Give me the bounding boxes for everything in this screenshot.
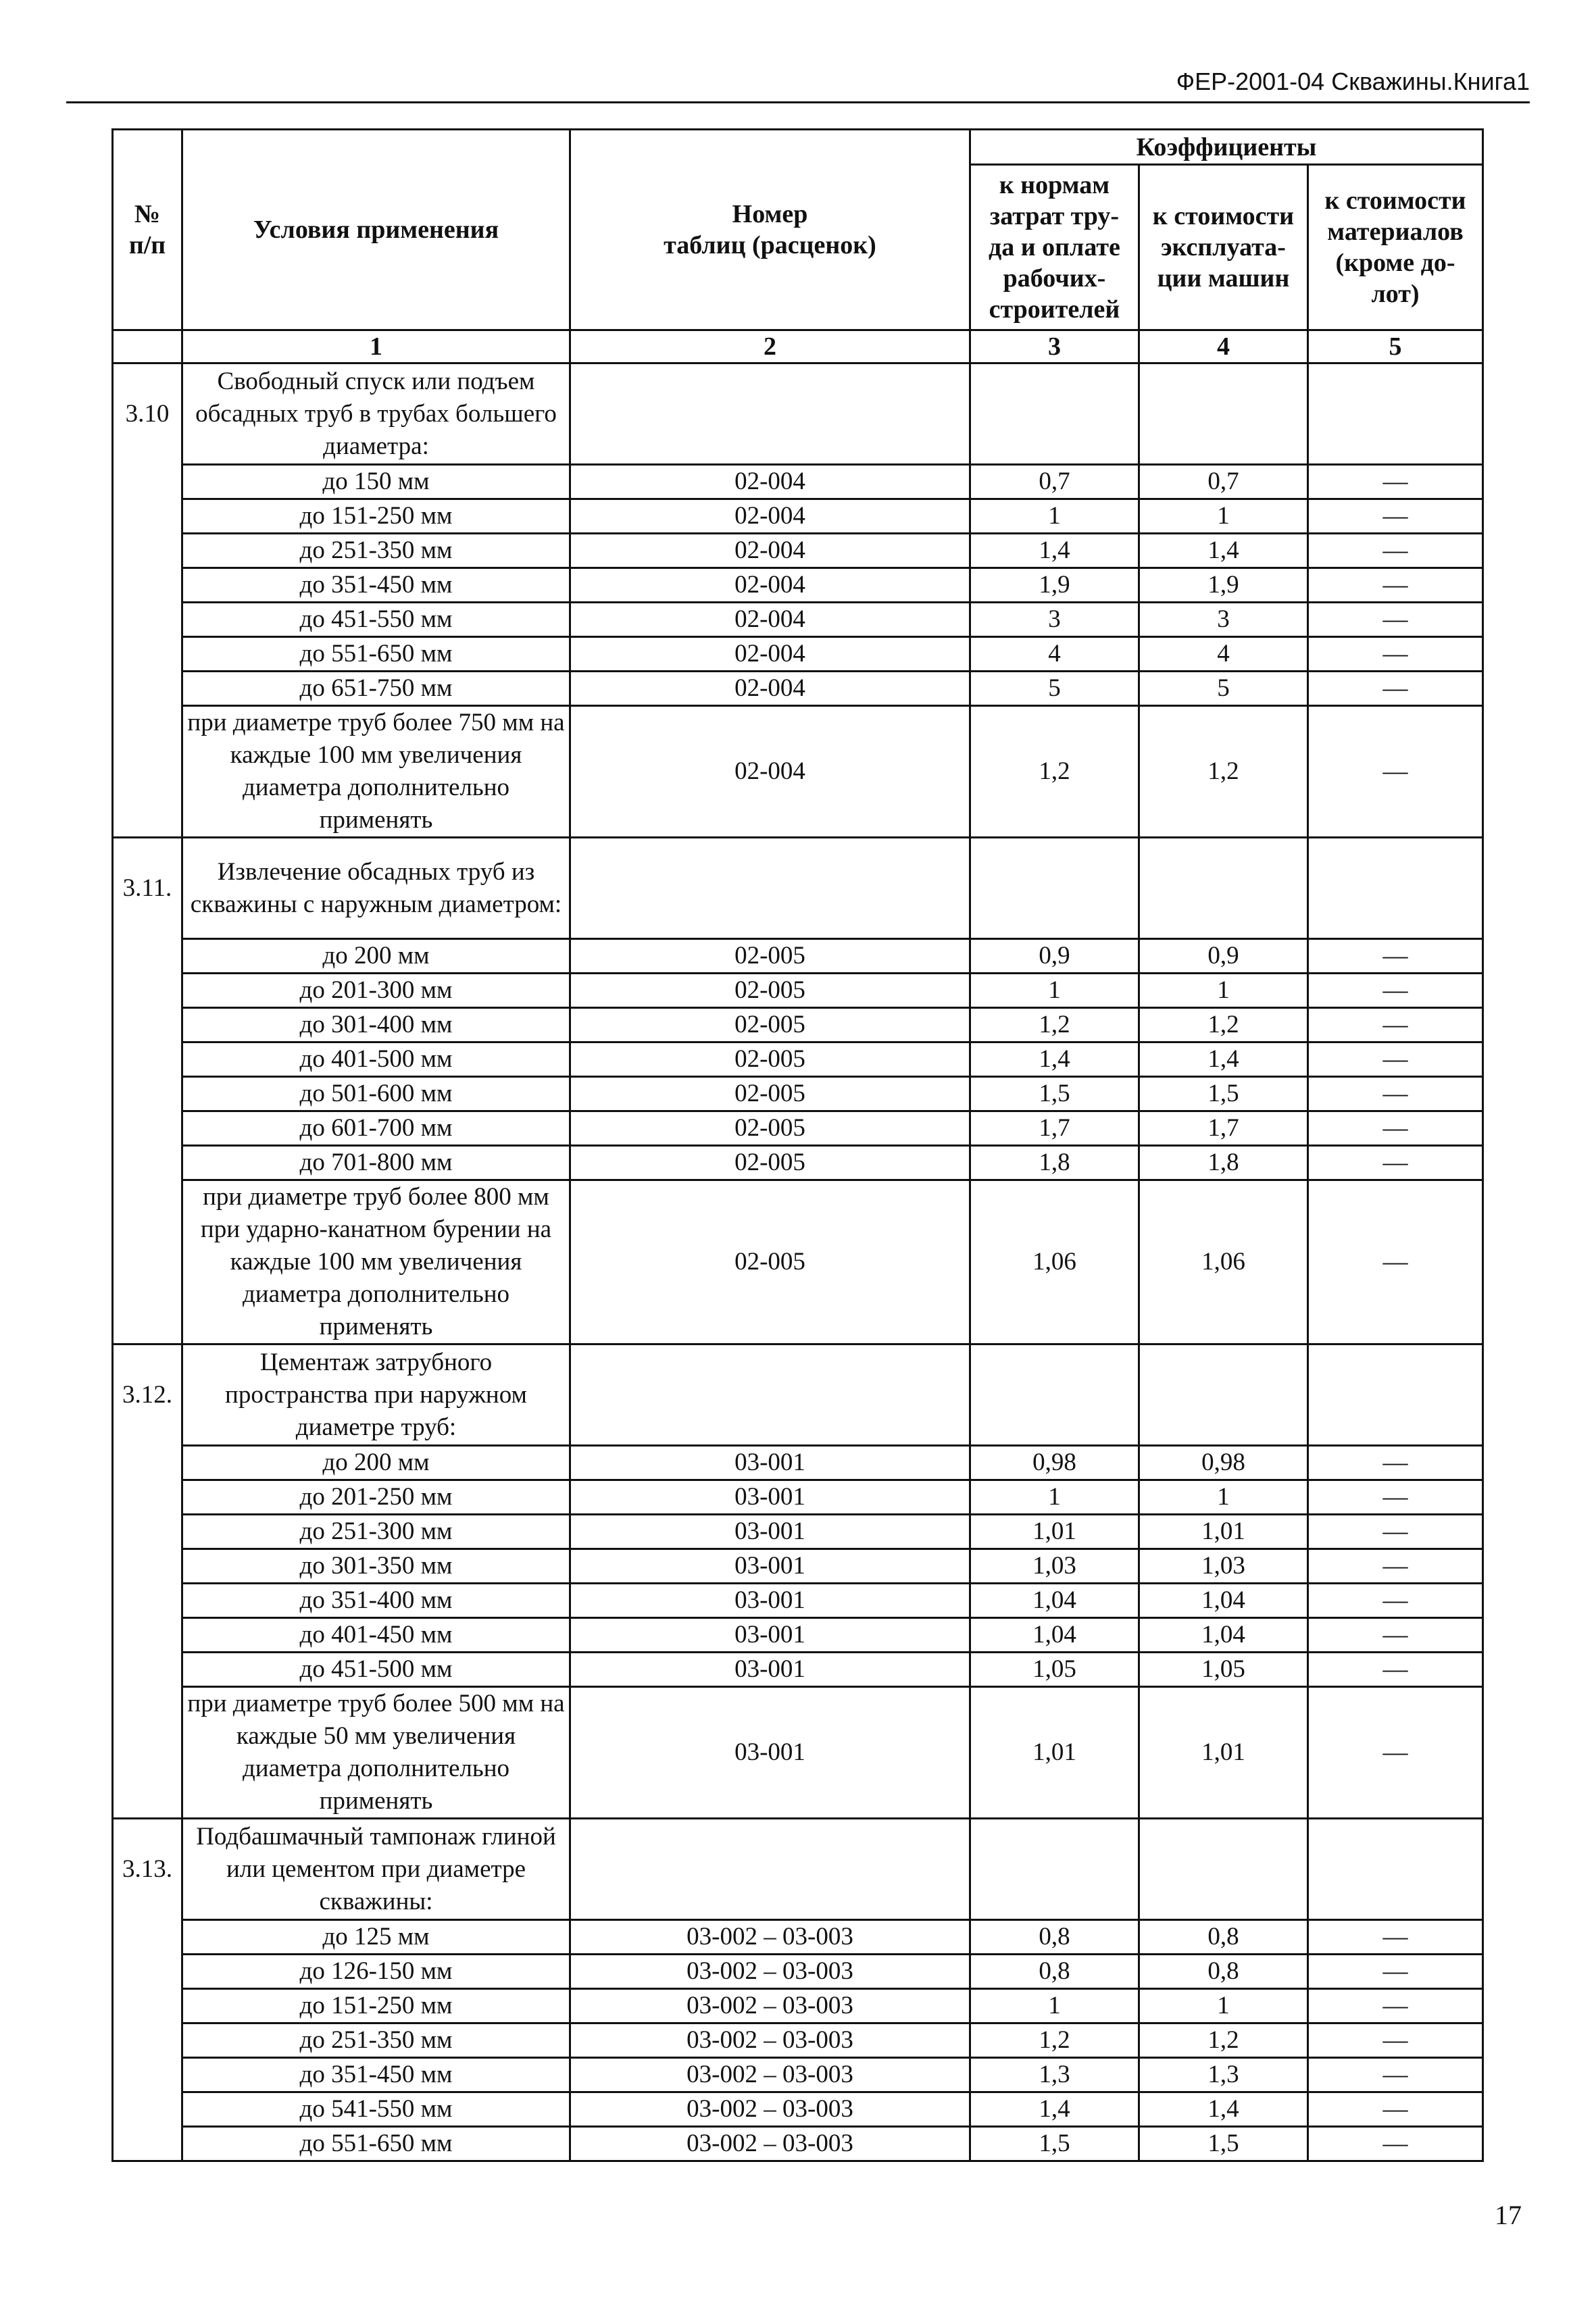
col-conditions-header: Условия применения (182, 130, 570, 330)
table-row (113, 974, 1483, 1008)
column-index-row (113, 330, 1483, 363)
labor-coef-cell: 1,8 (970, 1146, 1139, 1180)
table-row (113, 1042, 1483, 1077)
condition-cell: при диаметре труб более 500 мм на каждые 50 мм увеличения диаметра дополнительно применять (182, 1687, 570, 1819)
materials-coef-cell: — (1308, 2058, 1483, 2092)
section-title: Извлечение обсадных труб из скважины с наружным диаметром: (182, 838, 570, 939)
header-title: ФЕР-2001-04 Скважины.Книга1 (1176, 68, 1530, 95)
table-row (113, 1146, 1483, 1180)
table-number-cell: 02-004 (570, 672, 970, 706)
labor-coef-cell: 1,9 (970, 568, 1139, 603)
table-row (113, 1989, 1483, 2023)
section-title: Свободный спуск или подъем обсадных труб в трубах большего диаметра: (182, 363, 570, 465)
condition-cell: до 151-250 мм (182, 499, 570, 534)
table-row (113, 1515, 1483, 1549)
condition-cell: до 551-650 мм (182, 2127, 570, 2161)
condition-cell: до 151-250 мм (182, 1989, 570, 2023)
table-row (113, 2023, 1483, 2058)
table-number-cell: 02-005 (570, 1008, 970, 1042)
machines-coef-cell: 1,2 (1139, 1008, 1308, 1042)
section-number: 3.11. (113, 838, 182, 1344)
labor-coef-cell: 1 (970, 1989, 1139, 2023)
table-row (113, 2127, 1483, 2161)
machines-coef-cell: 0,9 (1139, 939, 1308, 974)
table-row (113, 1618, 1483, 1653)
table-number-cell: 03-001 (570, 1653, 970, 1687)
machines-coef-cell: 1,4 (1139, 1042, 1308, 1077)
materials-coef-cell: — (1308, 2023, 1483, 2058)
labor-coef-cell: 1,2 (970, 1008, 1139, 1042)
section-number: 3.10 (113, 363, 182, 838)
materials-coef-cell: — (1308, 1687, 1483, 1819)
table-number-cell: 02-005 (570, 1180, 970, 1344)
condition-cell: до 126-150 мм (182, 1955, 570, 1989)
labor-coef-cell: 1 (970, 974, 1139, 1008)
labor-coef-cell: 1,03 (970, 1549, 1139, 1584)
table-number-cell: 03-002 – 03-003 (570, 1955, 970, 1989)
machines-coef-cell: 1,01 (1139, 1687, 1308, 1819)
col-coefficients-header: Коэффициенты (970, 130, 1483, 165)
materials-coef-cell: — (1308, 1480, 1483, 1515)
materials-coef-cell: — (1308, 1618, 1483, 1653)
labor-coef-cell: 1 (970, 1480, 1139, 1515)
materials-coef-cell: — (1308, 1111, 1483, 1146)
materials-coef-cell: — (1308, 974, 1483, 1008)
labor-coef-cell: 1,04 (970, 1584, 1139, 1618)
table-number-cell: 03-002 – 03-003 (570, 2092, 970, 2127)
condition-cell: до 351-450 мм (182, 2058, 570, 2092)
table-row (113, 1955, 1483, 1989)
empty-cell (970, 1344, 1139, 1446)
table-number-cell: 03-002 – 03-003 (570, 2127, 970, 2161)
machines-coef-cell: 1,7 (1139, 1111, 1308, 1146)
table-number-cell: 03-001 (570, 1549, 970, 1584)
table-row (113, 534, 1483, 568)
empty-cell (1308, 1819, 1483, 1920)
table-row (113, 1008, 1483, 1042)
machines-coef-cell: 1 (1139, 1989, 1308, 2023)
labor-coef-cell: 0,9 (970, 939, 1139, 974)
materials-coef-cell: — (1308, 603, 1483, 637)
condition-cell: до 351-400 мм (182, 1584, 570, 1618)
machines-coef-cell: 1,8 (1139, 1146, 1308, 1180)
table-row (113, 1446, 1483, 1480)
condition-cell: до 451-550 мм (182, 603, 570, 637)
materials-coef-cell: — (1308, 1077, 1483, 1111)
col-table-header: Номер таблиц (расценок) (570, 130, 970, 330)
materials-coef-cell: — (1308, 939, 1483, 974)
table-number-cell: 03-001 (570, 1687, 970, 1819)
condition-cell: до 401-450 мм (182, 1618, 570, 1653)
labor-coef-cell: 1,2 (970, 2023, 1139, 2058)
machines-coef-cell: 1,4 (1139, 2092, 1308, 2127)
labor-coef-cell: 0,7 (970, 465, 1139, 499)
table-row (113, 1920, 1483, 1955)
labor-coef-cell: 1,01 (970, 1687, 1139, 1819)
table-number-cell: 03-001 (570, 1480, 970, 1515)
col-no-header: № п/п (113, 130, 182, 330)
table-row (113, 1480, 1483, 1515)
empty-cell (1139, 1344, 1308, 1446)
empty-cell (1139, 838, 1308, 939)
machines-coef-cell: 0,8 (1139, 1955, 1308, 1989)
materials-coef-cell: — (1308, 1146, 1483, 1180)
labor-coef-cell: 0,98 (970, 1446, 1139, 1480)
table-number-cell: 02-005 (570, 1111, 970, 1146)
empty-cell (1308, 1344, 1483, 1446)
empty-cell (570, 1819, 970, 1920)
condition-cell: до 501-600 мм (182, 1077, 570, 1111)
machines-coef-cell: 0,7 (1139, 465, 1308, 499)
condition-cell: до 701-800 мм (182, 1146, 570, 1180)
section-title-row (113, 363, 1483, 465)
materials-coef-cell: — (1308, 1584, 1483, 1618)
section-title: Цементаж затрубного пространства при наружном диаметре труб: (182, 1344, 570, 1446)
condition-cell: до 251-300 мм (182, 1515, 570, 1549)
col-index-1: 1 (182, 330, 570, 363)
materials-coef-cell: — (1308, 1515, 1483, 1549)
materials-coef-cell: — (1308, 1549, 1483, 1584)
table-row (113, 568, 1483, 603)
col-labor-header: к нормам затрат тру- да и оплате рабочих- строителей (970, 165, 1139, 330)
col-index-3: 3 (970, 330, 1139, 363)
condition-cell: до 401-500 мм (182, 1042, 570, 1077)
labor-coef-cell: 1,04 (970, 1618, 1139, 1653)
table-row (113, 939, 1483, 974)
materials-coef-cell: — (1308, 465, 1483, 499)
col-index-blank (113, 330, 182, 363)
table-number-cell: 02-004 (570, 465, 970, 499)
empty-cell (570, 838, 970, 939)
machines-coef-cell: 1,04 (1139, 1618, 1308, 1653)
materials-coef-cell: — (1308, 568, 1483, 603)
table-row (113, 1549, 1483, 1584)
machines-coef-cell: 1,04 (1139, 1584, 1308, 1618)
table-row (113, 1687, 1483, 1819)
table-row (113, 672, 1483, 706)
materials-coef-cell: — (1308, 672, 1483, 706)
table-number-cell: 02-004 (570, 603, 970, 637)
table-row (113, 2092, 1483, 2127)
table-number-cell: 03-002 – 03-003 (570, 1989, 970, 2023)
table-number-cell: 02-004 (570, 534, 970, 568)
labor-coef-cell: 5 (970, 672, 1139, 706)
materials-coef-cell: — (1308, 1180, 1483, 1344)
condition-cell: до 301-350 мм (182, 1549, 570, 1584)
materials-coef-cell: — (1308, 706, 1483, 838)
labor-coef-cell: 1,5 (970, 1077, 1139, 1111)
condition-cell: до 251-350 мм (182, 2023, 570, 2058)
machines-coef-cell: 1,06 (1139, 1180, 1308, 1344)
table-number-cell: 03-001 (570, 1618, 970, 1653)
machines-coef-cell: 1,03 (1139, 1549, 1308, 1584)
labor-coef-cell: 3 (970, 603, 1139, 637)
empty-cell (570, 363, 970, 465)
table-row (113, 1077, 1483, 1111)
machines-coef-cell: 1,2 (1139, 706, 1308, 838)
machines-coef-cell: 1 (1139, 1480, 1308, 1515)
header-rule (66, 101, 1530, 103)
materials-coef-cell: — (1308, 2092, 1483, 2127)
machines-coef-cell: 1,3 (1139, 2058, 1308, 2092)
section-title-row (113, 838, 1483, 939)
condition-cell: до 651-750 мм (182, 672, 570, 706)
labor-coef-cell: 0,8 (970, 1955, 1139, 1989)
table-row (113, 1653, 1483, 1687)
table-number-cell: 02-005 (570, 1146, 970, 1180)
machines-coef-cell: 1,4 (1139, 534, 1308, 568)
condition-cell: до 601-700 мм (182, 1111, 570, 1146)
labor-coef-cell: 1,01 (970, 1515, 1139, 1549)
condition-cell: до 351-450 мм (182, 568, 570, 603)
labor-coef-cell: 1 (970, 499, 1139, 534)
materials-coef-cell: — (1308, 1653, 1483, 1687)
materials-coef-cell: — (1308, 1920, 1483, 1955)
table-number-cell: 03-001 (570, 1515, 970, 1549)
empty-cell (1308, 363, 1483, 465)
page-number: 17 (1495, 2200, 1522, 2230)
section-title-row (113, 1344, 1483, 1446)
condition-cell: при диаметре труб более 750 мм на каждые 100 мм увеличения диаметра дополнительно применять (182, 706, 570, 838)
materials-coef-cell: — (1308, 1042, 1483, 1077)
materials-coef-cell: — (1308, 534, 1483, 568)
labor-coef-cell: 4 (970, 637, 1139, 672)
col-index-4: 4 (1139, 330, 1308, 363)
table-row (113, 2058, 1483, 2092)
table-number-cell: 03-002 – 03-003 (570, 2058, 970, 2092)
materials-coef-cell: — (1308, 1989, 1483, 2023)
table-row (113, 465, 1483, 499)
table-row (113, 1111, 1483, 1146)
table-row (113, 1584, 1483, 1618)
section-title: Подбашмачный тампонаж глиной или цементом при диаметре скважины: (182, 1819, 570, 1920)
condition-cell: до 201-300 мм (182, 974, 570, 1008)
col-index-5: 5 (1308, 330, 1483, 363)
empty-cell (970, 1819, 1139, 1920)
machines-coef-cell: 0,8 (1139, 1920, 1308, 1955)
materials-coef-cell: — (1308, 637, 1483, 672)
col-index-2: 2 (570, 330, 970, 363)
table-number-cell: 02-004 (570, 499, 970, 534)
machines-coef-cell: 3 (1139, 603, 1308, 637)
table-row (113, 706, 1483, 838)
empty-cell (1308, 838, 1483, 939)
materials-coef-cell: — (1308, 1008, 1483, 1042)
col-materials-header: к стоимости материалов (кроме до- лот) (1308, 165, 1483, 330)
condition-cell: до 251-350 мм (182, 534, 570, 568)
condition-cell: до 301-400 мм (182, 1008, 570, 1042)
section-number: 3.13. (113, 1819, 182, 2161)
empty-cell (1139, 1819, 1308, 1920)
materials-coef-cell: — (1308, 1955, 1483, 1989)
table-number-cell: 02-005 (570, 1077, 970, 1111)
materials-coef-cell: — (1308, 2127, 1483, 2161)
condition-cell: до 150 мм (182, 465, 570, 499)
condition-cell: до 451-500 мм (182, 1653, 570, 1687)
labor-coef-cell: 1,5 (970, 2127, 1139, 2161)
machines-coef-cell: 1 (1139, 499, 1308, 534)
table-number-cell: 02-004 (570, 637, 970, 672)
table-row (113, 603, 1483, 637)
materials-coef-cell: — (1308, 499, 1483, 534)
section-number: 3.12. (113, 1344, 182, 1819)
condition-cell: до 541-550 мм (182, 2092, 570, 2127)
labor-coef-cell: 0,8 (970, 1920, 1139, 1955)
machines-coef-cell: 1,01 (1139, 1515, 1308, 1549)
machines-coef-cell: 1 (1139, 974, 1308, 1008)
table-number-cell: 02-005 (570, 939, 970, 974)
machines-coef-cell: 1,05 (1139, 1653, 1308, 1687)
condition-cell: до 551-650 мм (182, 637, 570, 672)
table-number-cell: 03-001 (570, 1584, 970, 1618)
section-title-row (113, 1819, 1483, 1920)
labor-coef-cell: 1,2 (970, 706, 1139, 838)
labor-coef-cell: 1,4 (970, 2092, 1139, 2127)
condition-cell: до 201-250 мм (182, 1480, 570, 1515)
empty-cell (970, 838, 1139, 939)
machines-coef-cell: 1,9 (1139, 568, 1308, 603)
coefficients-table (111, 128, 1484, 2162)
machines-coef-cell: 1,2 (1139, 2023, 1308, 2058)
empty-cell (570, 1344, 970, 1446)
machines-coef-cell: 1,5 (1139, 1077, 1308, 1111)
condition-cell: до 125 мм (182, 1920, 570, 1955)
empty-cell (1139, 363, 1308, 465)
table-row (113, 499, 1483, 534)
machines-coef-cell: 1,5 (1139, 2127, 1308, 2161)
empty-cell (970, 363, 1139, 465)
labor-coef-cell: 1,3 (970, 2058, 1139, 2092)
table-row (113, 1180, 1483, 1344)
condition-cell: до 200 мм (182, 939, 570, 974)
machines-coef-cell: 5 (1139, 672, 1308, 706)
materials-coef-cell: — (1308, 1446, 1483, 1480)
labor-coef-cell: 1,05 (970, 1653, 1139, 1687)
labor-coef-cell: 1,7 (970, 1111, 1139, 1146)
labor-coef-cell: 1,4 (970, 534, 1139, 568)
table-body (113, 363, 1483, 2161)
table-number-cell: 02-005 (570, 1042, 970, 1077)
col-machines-header: к стоимости эксплуата- ции машин (1139, 165, 1308, 330)
table-number-cell: 03-002 – 03-003 (570, 2023, 970, 2058)
table-number-cell: 03-002 – 03-003 (570, 1920, 970, 1955)
table-number-cell: 02-004 (570, 706, 970, 838)
condition-cell: при диаметре труб более 800 мм при ударно-канатном бурении на каждые 100 мм увеличения диаметра дополнительно применять (182, 1180, 570, 1344)
labor-coef-cell: 1,4 (970, 1042, 1139, 1077)
condition-cell: до 200 мм (182, 1446, 570, 1480)
table-number-cell: 02-004 (570, 568, 970, 603)
table-number-cell: 02-005 (570, 974, 970, 1008)
table-row (113, 637, 1483, 672)
machines-coef-cell: 4 (1139, 637, 1308, 672)
labor-coef-cell: 1,06 (970, 1180, 1139, 1344)
machines-coef-cell: 0,98 (1139, 1446, 1308, 1480)
table-number-cell: 03-001 (570, 1446, 970, 1480)
